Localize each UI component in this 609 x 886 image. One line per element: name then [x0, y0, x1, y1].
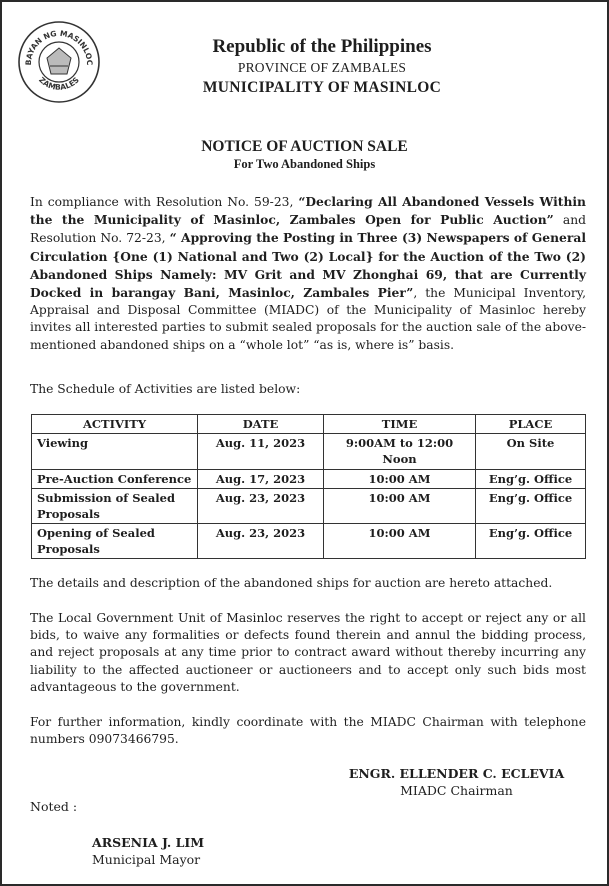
intro-text-3: , the Municipal Inventory, Appraisal and Disposal Committee (MIADC) of the Municipality of Masinloc hereby invites all interested parties to submit sealed proposals for the auction sale of the above-mentioned abandoned ships on a “whole lot” “as is, where is” basis. — [30, 286, 586, 352]
place-cell: Eng’g. Office — [476, 489, 586, 524]
notice-subtitle: For Two Abandoned Ships — [233, 157, 376, 171]
activity-cell: Submission of Sealed Proposals — [32, 489, 198, 524]
svg-text:ZAMBALES — [37, 75, 81, 91]
table-row — [32, 524, 586, 559]
reservation-paragraph: The Local Government Unit of Masinloc reserves the right to accept or reject any or all bids, to waive any formalities or defects found therein and annul the bidding process, and reject proposals at any time prior to contract award without thereby incurring any liability to the affected auctioneer or auctioneers and to accept only such bids most advantageous to the government. — [30, 611, 586, 694]
table-row — [32, 489, 586, 524]
header-province: PROVINCE OF ZAMBALES — [237, 60, 407, 75]
notice-title: NOTICE OF AUCTION SALE — [201, 138, 408, 155]
date-cell: Aug. 17, 2023 — [198, 470, 324, 489]
date-cell: Aug. 11, 2023 — [198, 434, 324, 470]
col-time: TIME — [324, 415, 476, 434]
contact-paragraph: For further information, kindly coordinate with the MIADC Chairman with telephone numbers 09073466795. — [30, 715, 586, 747]
date-cell: Aug. 23, 2023 — [198, 489, 324, 524]
chairman-name: ENGR. ELLENDER C. ECLEVIA — [348, 766, 565, 781]
seal-text-top: BAYAN NG MASINLOC — [23, 28, 95, 66]
municipal-seal-icon — [17, 20, 101, 104]
chairman-title: MIADC Chairman — [400, 783, 513, 798]
details-paragraph: The details and description of the abandoned ships for auction are hereto attached. — [30, 576, 553, 590]
seal-text-bottom: ZAMBALES — [37, 75, 81, 92]
resolution-59-title: “Declaring All Abandoned Vessels Within the the Municipality of Masinloc, Zambales Open for Public Auction” — [30, 194, 586, 228]
col-date: DATE — [198, 415, 324, 434]
time-cell: 10:00 AM — [324, 470, 476, 489]
place-cell: Eng’g. Office — [476, 470, 586, 489]
mayor-signature-block — [92, 834, 204, 868]
notice-heading — [2, 138, 607, 172]
intro-text-2: and Resolution No. 72-23, — [30, 213, 586, 246]
schedule-intro: The Schedule of Activities are listed below: — [30, 382, 301, 396]
letterhead — [102, 35, 542, 98]
resolution-72-title: “ Approving the Posting in Three (3) Newspapers of General Circulation {One (1) National and Two (2) Local} for the Auction of the Two (2) Abandoned Ships Namely: MV Grit and MV Zhonghai 69, that are Currently Docked in barangay Bani, Masinloc, Zambales Pier” — [30, 230, 586, 301]
header-republic: Republic of the Philippines — [212, 36, 432, 57]
schedule-header-row — [32, 415, 586, 434]
intro-text-1: In compliance with Resolution No. 59-23, — [30, 195, 299, 209]
table-row — [32, 470, 586, 489]
time-cell: 10:00 AM — [324, 524, 476, 559]
mayor-name: ARSENIA J. LIM — [92, 835, 205, 850]
time-cell: 10:00 AM — [324, 489, 476, 524]
intro-paragraph — [30, 193, 586, 354]
header-municipality: MUNICIPALITY OF MASINLOC — [202, 79, 442, 96]
activity-cell: Viewing — [32, 434, 198, 470]
noted-label: Noted : — [30, 799, 78, 814]
mayor-title: Municipal Mayor — [92, 852, 201, 867]
chairman-signature-block — [344, 765, 569, 799]
date-cell: Aug. 23, 2023 — [198, 524, 324, 559]
place-cell: On Site — [476, 434, 586, 470]
schedule-table — [31, 414, 586, 559]
place-cell: Eng’g. Office — [476, 524, 586, 559]
time-cell: 9:00AM to 12:00 Noon — [324, 434, 476, 470]
col-place: PLACE — [476, 415, 586, 434]
activity-cell: Opening of Sealed Proposals — [32, 524, 198, 559]
table-row — [32, 434, 586, 470]
activity-cell: Pre-Auction Conference — [32, 470, 198, 489]
col-activity: ACTIVITY — [32, 415, 198, 434]
